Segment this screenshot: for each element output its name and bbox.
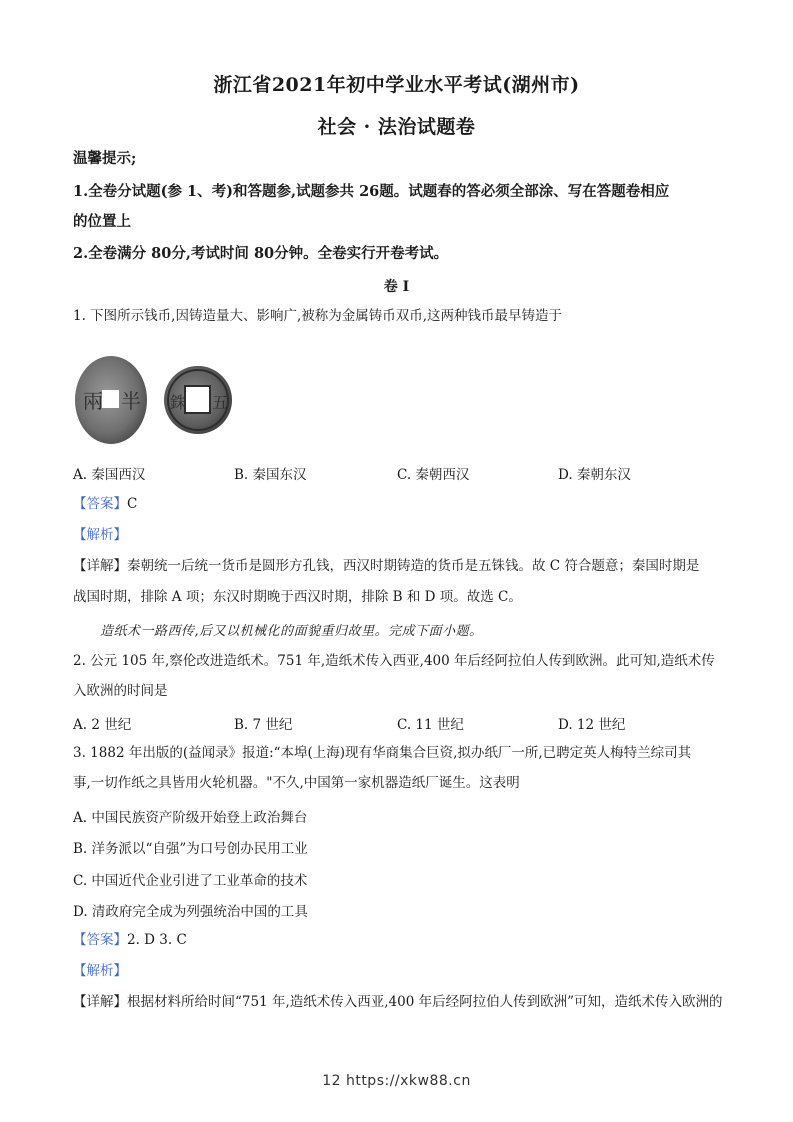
tips-item1-line1: 1.全卷分试题(参 1、考)和答题参,试题参共 26题。试题春的答必须全部涂、写在答题卷相应 (73, 183, 670, 200)
answer-label: 【答案】 (73, 932, 127, 948)
q1-option-b: B. 秦国东汉 (234, 467, 307, 483)
section-heading: 卷 I (383, 279, 410, 295)
detail-label: 【详解】 (73, 994, 127, 1010)
banliang-coin-image (75, 356, 147, 444)
exam-title: 浙江省2021年初中学业水平考试(湖州市) (213, 74, 580, 96)
tips-item2: 2.全卷满分 80分,考试时间 80分钟。全卷实行开卷考试。 (73, 245, 449, 262)
q3-stem-line1: 3. 1882 年出版的(益闻录》报道:“本埠(上海)现有华商集合巨资,拟办纸厂一所,已聘定英人梅特兰综司其 (73, 745, 692, 761)
tips-item1-line2: 的位置上 (73, 213, 131, 230)
wuzhu-coin-image (164, 366, 232, 434)
q1-option-d: D. 秦朝东汉 (558, 467, 631, 483)
q1-option-a: A. 秦国西汉 (73, 467, 146, 483)
analysis-label: 【解析】 (73, 527, 127, 543)
tips-label: 温馨提示; (73, 150, 137, 167)
q2-option-b: B. 7 世纪 (234, 717, 293, 733)
svg-text:半: 半 (121, 389, 141, 413)
exam-subtitle: 社会 · 法治试题卷 (317, 116, 476, 138)
q3-option-b: B. 洋务派以“自强”为口号创办民用工业 (73, 841, 308, 857)
q3-analysis (73, 962, 723, 980)
detail-text: 秦朝统一后统一货币是圆形方孔钱，西汉时期铸造的货币是五铢钱。故 C 符合题意；秦国时期是 (127, 558, 700, 574)
q1-stem: 1. 下图所示钱币,因铸造量大、影响广,被称为金属铸币双币,这两种钱币最早铸造于 (73, 308, 563, 324)
detail-text: 根据材料所给时间“751 年,造纸术传入西亚,400 年后经阿拉伯人传到欧洲”可知，造纸术传入欧洲的 (127, 994, 723, 1010)
q3-answer (73, 931, 723, 949)
q2-stem-line2: 入欧洲的时间是 (73, 683, 168, 699)
svg-text:兩: 兩 (83, 389, 103, 413)
passage-intro: 造纸术一路西传,后又以机械化的面貌重归故里。完成下面小题。 (100, 624, 483, 639)
q2-option-c: C. 11 世纪 (397, 717, 464, 733)
page-footer: 12 https://xkw88.cn (322, 1073, 471, 1089)
q3-option-c: C. 中国近代企业引进了工业革命的技术 (73, 873, 308, 889)
svg-text:五: 五 (212, 393, 229, 412)
q1-option-c: C. 秦朝西汉 (397, 467, 470, 483)
q1-answer (73, 495, 723, 513)
detail-label: 【详解】 (73, 558, 127, 574)
coin-images (73, 350, 233, 450)
q2-option-d: D. 12 世纪 (558, 717, 626, 733)
q2-stem-line1: 2. 公元 105 年,察伦改进造纸术。751 年,造纸术传入西亚,400 年后经阿拉伯人传到欧洲。此可知,造纸术传 (73, 653, 715, 669)
q1-analysis (73, 526, 723, 544)
q2-option-a: A. 2 世纪 (73, 717, 132, 733)
svg-text:銖: 銖 (170, 393, 187, 412)
q1-detail-line1 (73, 557, 723, 575)
answer-value: C (127, 496, 138, 512)
q3-stem-line2: 事,一切作纸之具皆用火轮机器。"不久,中国第一家机器造纸厂诞生。这表明 (73, 775, 520, 791)
q1-detail-line2: 战国时期，排除 A 项；东汉时期晚于西汉时期，排除 B 和 D 项。故选 C。 (73, 589, 522, 605)
answer-value: 2. D 3. C (127, 932, 187, 948)
q3-detail-line1 (73, 993, 723, 1011)
q3-option-a: A. 中国民族资产阶级开始登上政治舞台 (73, 810, 308, 826)
answer-label: 【答案】 (73, 496, 127, 512)
analysis-label: 【解析】 (73, 963, 127, 979)
q3-option-d: D. 清政府完全成为列强统治中国的工具 (73, 904, 308, 920)
